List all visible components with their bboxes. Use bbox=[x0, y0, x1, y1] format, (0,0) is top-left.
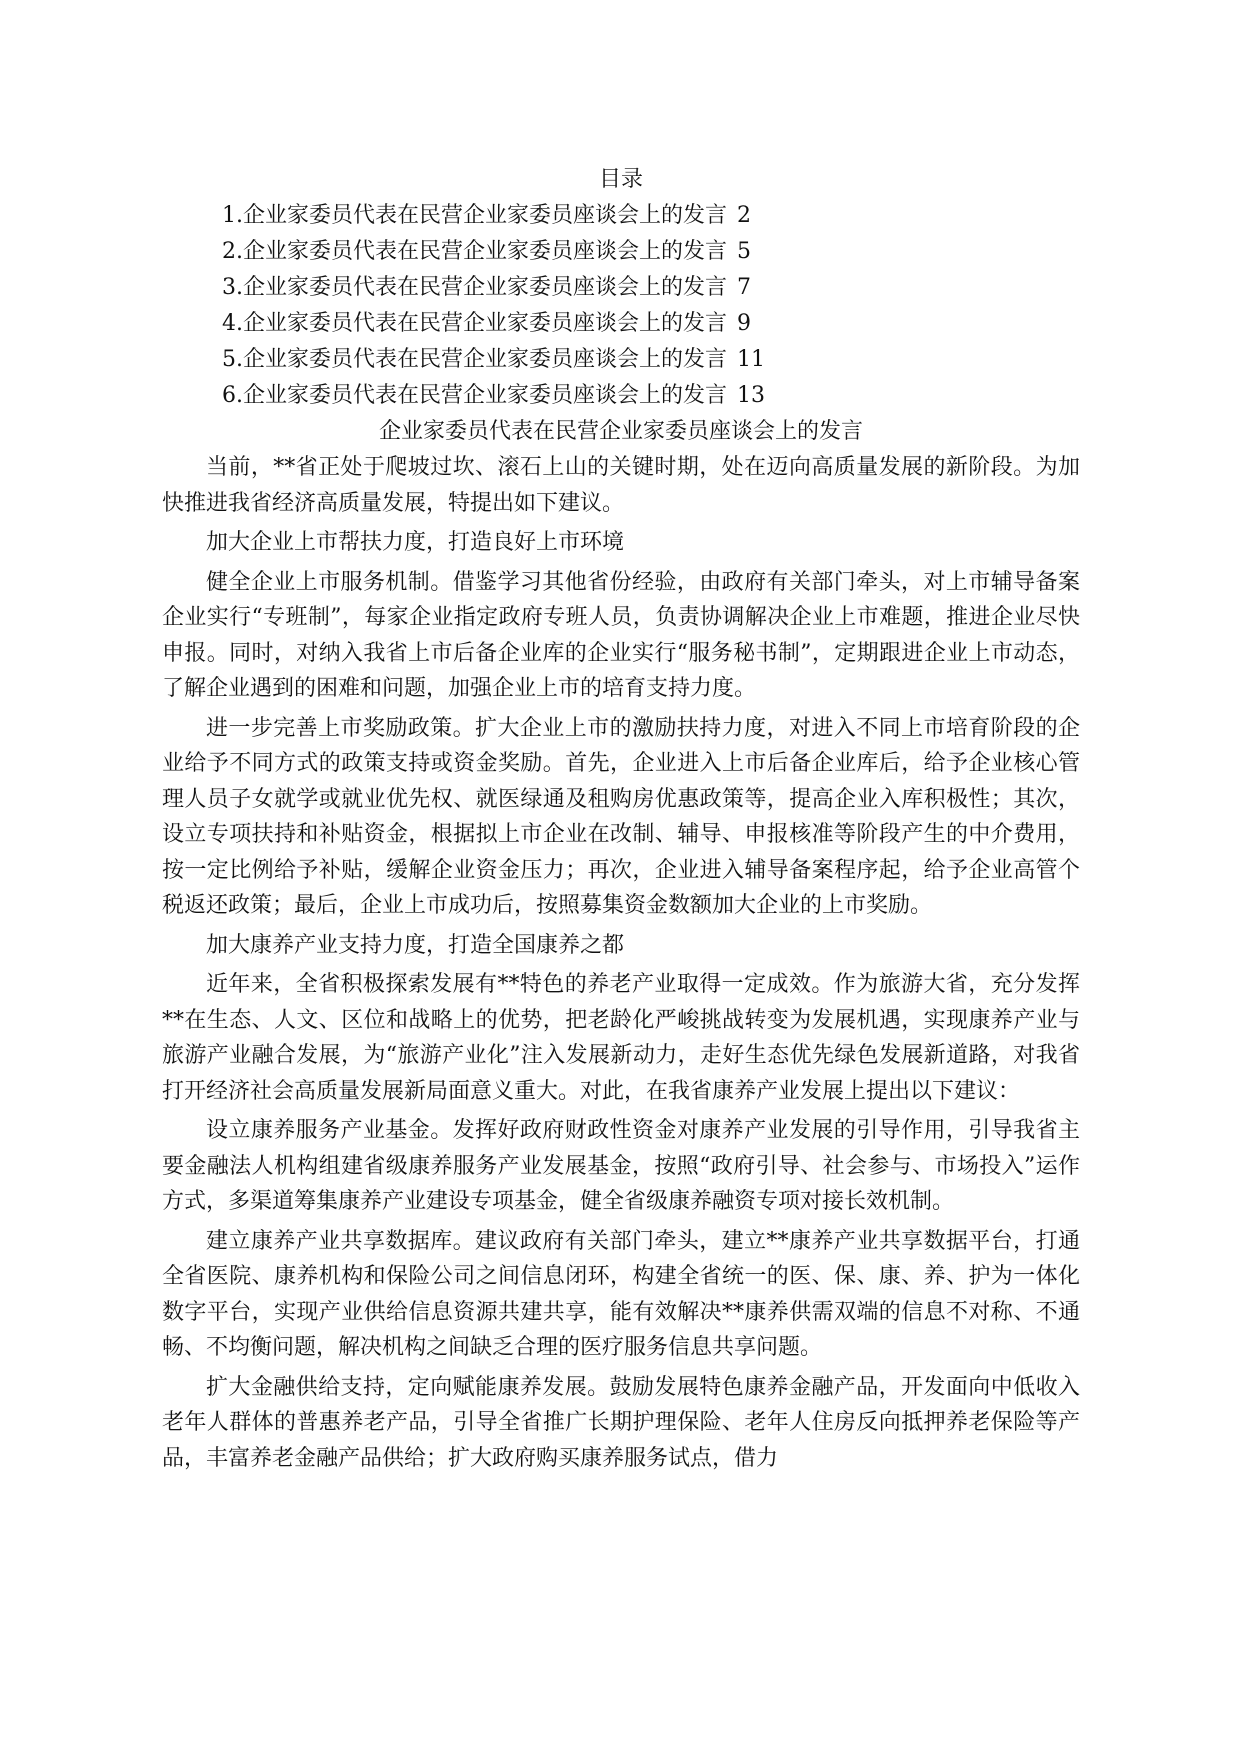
body-paragraph: 设立康养服务产业基金。发挥好政府财政性资金对康养产业发展的引导作用，引导我省主要金融法人机构组建省级康养服务产业发展基金，按照“政府引导、社会参与、市场投入”运作方式，多渠道筹集康养产业建设专项基金，健全省级康养融资专项对接长效机制。 bbox=[162, 1118, 1080, 1214]
body-paragraph: 健全企业上市服务机制。借鉴学习其他省份经验，由政府有关部门牵头，对上市辅导备案企业实行“专班制”，每家企业指定政府专班人员，负责协调解决企业上市难题，推进企业尽快申报。同时，对纳入我省上市后备企业库的企业实行“服务秘书制”，定期跟进企业上市动态，了解企业遇到的困难和问题，加强企业上市的培育支持力度。 bbox=[162, 569, 1080, 701]
body-paragraph: 进一步完善上市奖励政策。扩大企业上市的激励扶持力度，对进入不同上市培育阶段的企业给予不同方式的政策支持或资金奖励。首先，企业进入上市后备企业库后，给予企业核心管理人员子女就学或就业优先权、就医绿通及租购房优惠政策等，提高企业入库积极性；其次，设立专项扶持和补贴资金，根据拟上市企业在改制、辅导、申报核准等阶段产生的中介费用，按一定比例给予补贴，缓解企业资金压力；再次，企业进入辅导备案程序起，给予企业高管个税返还政策；最后，企业上市成功后，按照募集资金数额加大企业的上市奖励。 bbox=[162, 715, 1080, 918]
toc-item[interactable] bbox=[222, 234, 1080, 270]
toc-item-label: 企业家委员代表在民营企业家委员座谈会上的发言 bbox=[243, 347, 728, 372]
body-paragraph: 扩大金融供给支持，定向赋能康养发展。鼓励发展特色康养金融产品，开发面向中低收入老年人群体的普惠养老产品，引导全省推广长期护理保险、老年人住房反向抵押养老保险等产品，丰富养老金融产品供给；扩大政府购买康养服务试点，借力 bbox=[162, 1374, 1080, 1471]
toc-item-number: 6. bbox=[222, 383, 243, 408]
toc-item-page: 13 bbox=[737, 383, 766, 408]
toc-item-number: 3. bbox=[222, 275, 243, 300]
body-paragraph: 当前，**省正处于爬坡过坎、滚石上山的关键时期，处在迈向高质量发展的新阶段。为加快推进我省经济高质量发展，特提出如下建议。 bbox=[162, 455, 1080, 516]
toc-item-number: 4. bbox=[222, 311, 243, 336]
toc-item-number: 5. bbox=[222, 347, 243, 372]
body-paragraph: 近年来，全省积极探索发展有**特色的养老产业取得一定成效。作为旅游大省，充分发挥**在生态、人文、区位和战略上的优势，把老龄化严峻挑战转变为发展机遇，实现康养产业与旅游产业融合发展，为“旅游产业化”注入发展新动力，走好生态优先绿色发展新道路，对我省打开经济社会高质量发展新局面意义重大。对此，在我省康养产业发展上提出以下建议： bbox=[162, 972, 1080, 1104]
section-heading: 加大康养产业支持力度，打造全国康养之都 bbox=[206, 932, 625, 958]
toc-item-label: 企业家委员代表在民营企业家委员座谈会上的发言 bbox=[243, 383, 728, 408]
toc-item-page: 2 bbox=[737, 203, 752, 228]
page-content bbox=[162, 162, 1080, 1480]
toc-item-label: 企业家委员代表在民营企业家委员座谈会上的发言 bbox=[243, 311, 728, 336]
toc-item-number: 2. bbox=[222, 239, 243, 264]
toc-item-label: 企业家委员代表在民营企业家委员座谈会上的发言 bbox=[243, 203, 728, 228]
toc-item-label: 企业家委员代表在民营企业家委员座谈会上的发言 bbox=[243, 239, 728, 264]
toc-item[interactable] bbox=[222, 378, 1080, 414]
toc-title: 目录 bbox=[598, 167, 643, 192]
toc-item-page: 9 bbox=[737, 311, 752, 336]
toc-item-page: 5 bbox=[737, 239, 752, 264]
document-title: 企业家委员代表在民营企业家委员座谈会上的发言 bbox=[378, 419, 863, 444]
toc-item-page: 11 bbox=[737, 347, 766, 372]
toc-item[interactable] bbox=[222, 198, 1080, 234]
toc-item-number: 1. bbox=[222, 203, 243, 228]
section-heading: 加大企业上市帮扶力度，打造良好上市环境 bbox=[206, 530, 625, 555]
body-paragraph: 建立康养产业共享数据库。建议政府有关部门牵头，建立**康养产业共享数据平台，打通全省医院、康养机构和保险公司之间信息闭环，构建全省统一的医、保、康、养、护为一体化数字平台，实现产业供给信息资源共建共享，能有效解决**康养供需双端的信息不对称、不通畅、不均衡问题，解决机构之间缺乏合理的医疗服务信息共享问题。 bbox=[162, 1228, 1080, 1360]
toc-item[interactable] bbox=[222, 306, 1080, 342]
toc-item-label: 企业家委员代表在民营企业家委员座谈会上的发言 bbox=[243, 275, 728, 300]
toc-list bbox=[162, 198, 1080, 414]
toc-item[interactable] bbox=[222, 342, 1080, 378]
toc-item-page: 7 bbox=[737, 275, 752, 300]
toc-item[interactable] bbox=[222, 270, 1080, 306]
